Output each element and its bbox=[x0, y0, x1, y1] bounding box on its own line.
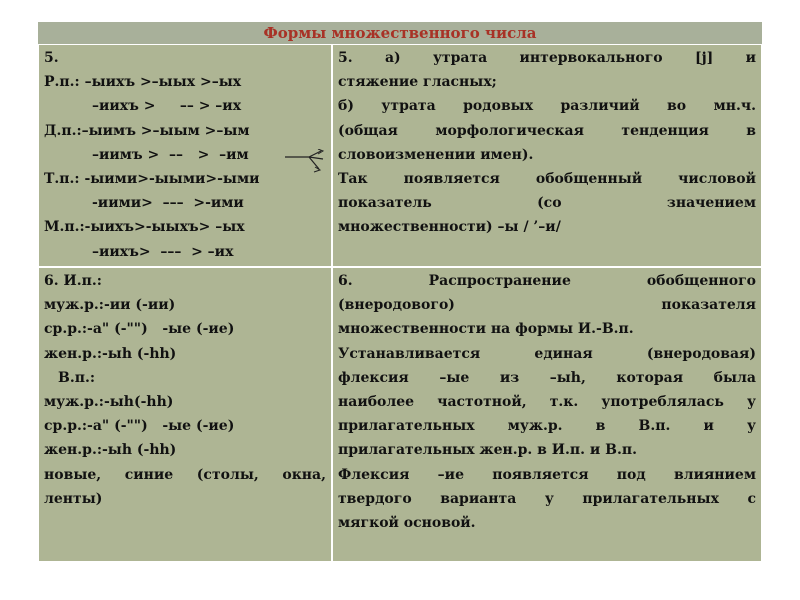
text-line: мягкой основой. bbox=[338, 515, 476, 532]
text-line: 5. а) утрата интервокального [j] и bbox=[338, 50, 756, 66]
cell-row2-left bbox=[38, 267, 332, 562]
text-line: Флексия –ие появляется под влиянием bbox=[338, 466, 756, 483]
text-line: прилагательных жен.р. в И.п. и В.п. bbox=[338, 442, 637, 459]
text-line: Т.п.: -ыими>-ыыми>-ыми bbox=[44, 171, 260, 188]
text-line: показатель (со значением bbox=[338, 195, 756, 212]
text-line: ср.р.:-а" (-"") -ые (-ие) bbox=[44, 418, 235, 435]
text-line: –иимъ > –– > –им bbox=[92, 146, 249, 163]
text-line: муж.р.:-ыһ(-һһ) bbox=[44, 394, 174, 411]
text-line: жен.р.:-ыһ (-һһ) bbox=[44, 345, 177, 362]
text-line: –иихъ> ––– > –их bbox=[92, 243, 234, 260]
text-line: (внеродового) показателя bbox=[338, 297, 756, 314]
text-line: множественности на формы И.-В.п. bbox=[338, 321, 634, 338]
slide bbox=[38, 22, 762, 562]
text-line: муж.р.:-ии (-ии) bbox=[44, 297, 176, 314]
branch-arrow-icon bbox=[285, 149, 327, 177]
text-line: стяжение гласных; bbox=[338, 74, 497, 91]
text-line: 6. Распространение обобщенного bbox=[338, 273, 756, 289]
cell-row2-right bbox=[332, 267, 762, 562]
text-line: –иихъ > –– > –их bbox=[92, 98, 242, 115]
text-line: твердого варианта у прилагательных с bbox=[338, 490, 756, 507]
text-line: словоизменении имен). bbox=[338, 146, 534, 163]
text-line: -иими> ––– >-ими bbox=[92, 195, 244, 212]
text-line: ср.р.:-а" (-"") -ые (-ие) bbox=[44, 321, 235, 338]
text-line: ленты) bbox=[44, 490, 103, 507]
text-line: Р.п.: –ыихъ >–ыых >–ых bbox=[44, 74, 242, 91]
text-line: Устанавливается единая (внеродовая) bbox=[338, 345, 756, 362]
text-line: жен.р.:-ыһ (-һһ) bbox=[44, 442, 177, 459]
text-line: В.п.: bbox=[58, 369, 95, 386]
text-line: 5. bbox=[44, 50, 59, 66]
text-line: новые, синие (столы, окна, bbox=[44, 466, 326, 483]
text-line: Так появляется обобщенный числовой bbox=[338, 171, 756, 188]
text-line: флексия –ые из –ыһ, которая была bbox=[338, 369, 756, 386]
text-line: (общая морфологическая тенденция в bbox=[338, 122, 756, 139]
text-line: б) утрата родовых различий во мн.ч. bbox=[338, 98, 756, 115]
cell-row1-left bbox=[38, 44, 332, 267]
table-title: Формы множественного числа bbox=[38, 22, 762, 44]
cell-row1-right bbox=[332, 44, 762, 267]
text-line: 6. И.п.: bbox=[44, 273, 102, 289]
text-line: М.п.:-ыихъ>-ыыхъ> –ых bbox=[44, 219, 245, 236]
text-line: Д.п.:–ыимъ >–ыым >–ым bbox=[44, 122, 250, 139]
text-line: множественности) –ы / ’–и/ bbox=[338, 219, 561, 236]
text-line: прилагательных муж.р. в В.п. и у bbox=[338, 418, 756, 435]
text-line: наиболее частотной, т.к. употреблялась у bbox=[338, 394, 756, 411]
